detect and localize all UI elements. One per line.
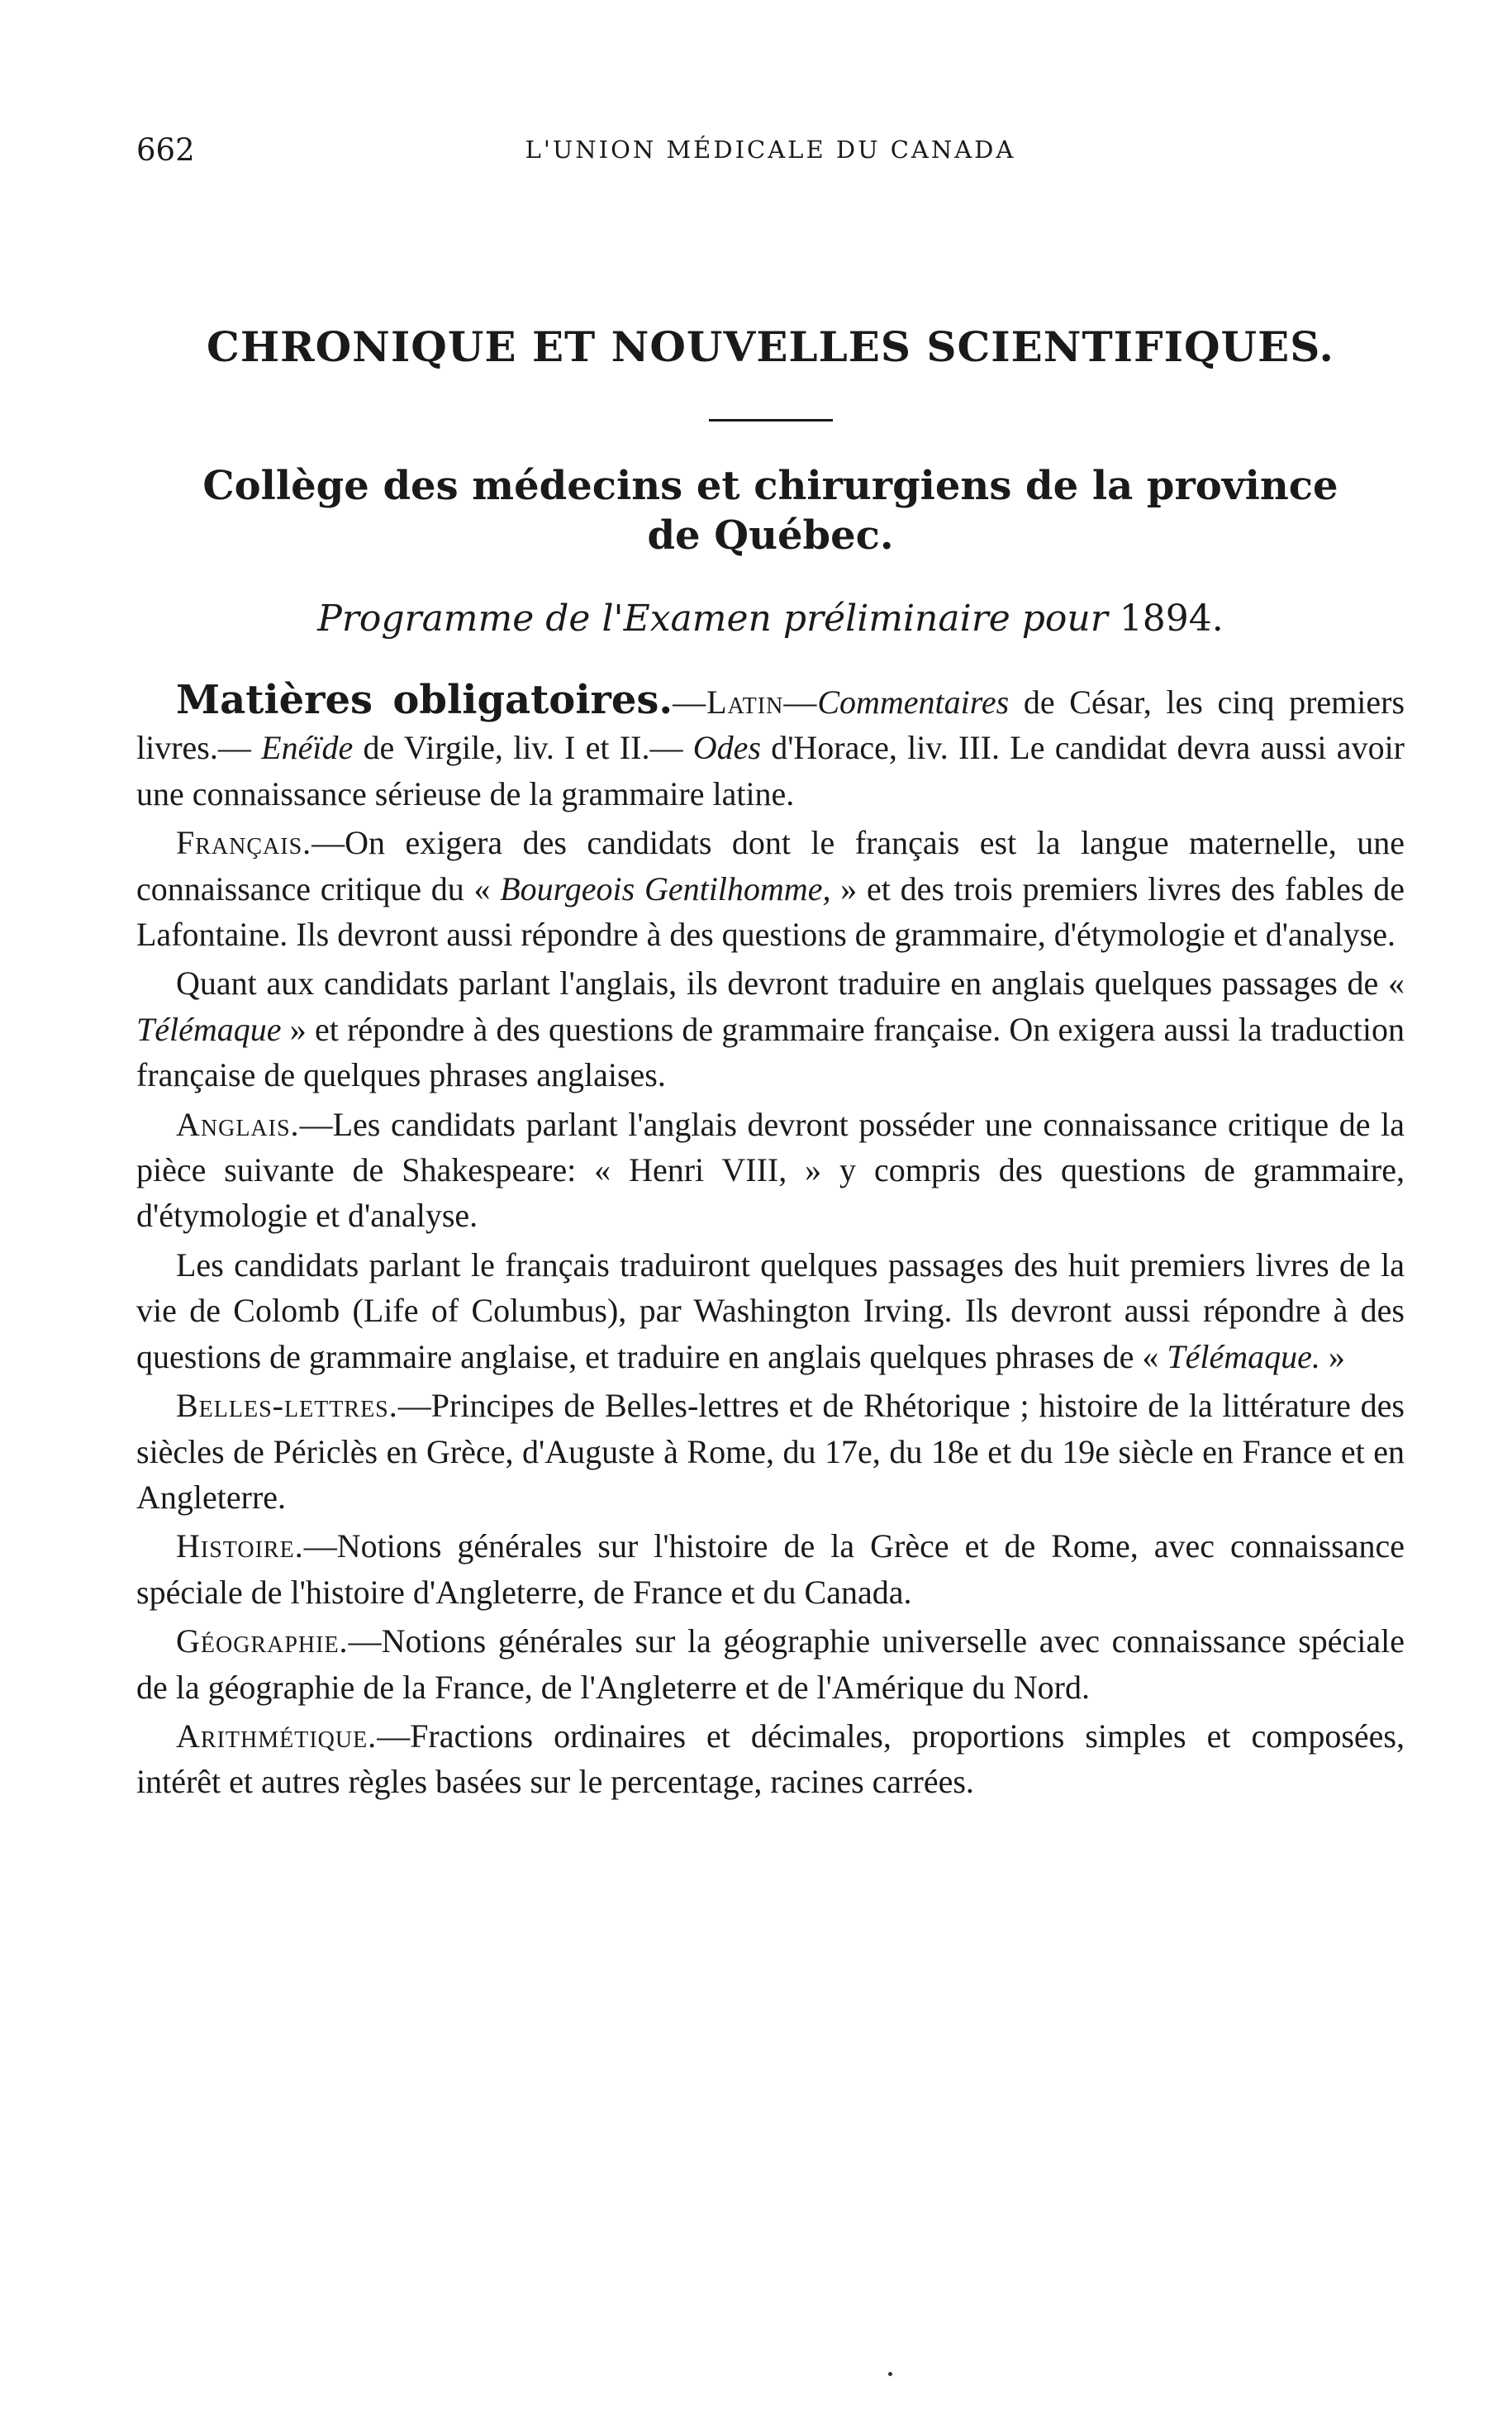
title-rule xyxy=(709,419,833,422)
italic-title: Télémaque. xyxy=(1167,1337,1320,1375)
paragraph-histoire xyxy=(136,1523,1405,1615)
section-title: CHRONIQUE ET NOUVELLES SCIENTIFIQUES. xyxy=(207,322,1334,371)
paragraph-text: » et répondre à des questions de grammaire française. On exigera aussi la traduction française de quelques phrases anglaises. xyxy=(136,1010,1405,1094)
footer-dot xyxy=(888,2372,892,2376)
paragraph-arithmetique xyxy=(136,1713,1405,1805)
italic-title: Enéïde xyxy=(261,729,354,767)
paragraph-text: —Fractions ordinaires et décimales, proportions simples et composées, intérêt et autres règles basées sur le percentage, racines carrées. xyxy=(136,1717,1405,1801)
journal-title: L'UNION MÉDICALE DU CANADA xyxy=(525,136,1016,164)
paragraph-quant xyxy=(136,960,1405,1098)
paragraph-text: —On exigera des candidats dont le français est la langue maternelle, une connaissance critique du « xyxy=(136,824,1405,907)
article-body xyxy=(136,678,1405,1805)
paragraph-label: Anglais. xyxy=(176,1105,300,1143)
italic-title: Bourgeois Gentilhomme, xyxy=(500,869,831,907)
program-line xyxy=(136,598,1405,640)
italic-title: Odes xyxy=(692,729,761,767)
paragraph-text: —Notions générales sur la géographie universelle avec connaissance spéciale de la géographie de la France, de l'Angleterre et de l'Amérique du Nord. xyxy=(136,1622,1405,1706)
page-number: 662 xyxy=(136,132,195,168)
italic-title: Télémaque xyxy=(136,1010,282,1048)
paragraph-text: Les candidats parlant le français traduiront quelques passages des huit premiers livres de la vie de Colomb (Life of Columbus), par Washington Irving. Ils devront aussi répondre à des questions de grammaire anglaise, et traduire en anglais quelques phrases de « xyxy=(136,1245,1405,1375)
paragraph-text: de Virgile, liv. I et II.— xyxy=(353,729,693,767)
paragraph-text: » xyxy=(1319,1337,1345,1375)
paragraph-label: Matières obligatoires. xyxy=(176,677,673,723)
paragraph-matieres xyxy=(136,678,1405,817)
paragraph-text: —Notions générales sur l'histoire de la Grèce et de Rome, avec connaissance spéciale de l'histoire d'Angleterre, de France et du Canada. xyxy=(136,1527,1405,1611)
paragraph-label: Français. xyxy=(176,824,312,862)
paragraph-anglais xyxy=(136,1102,1405,1239)
paragraph-label: Arithmétique. xyxy=(176,1717,378,1755)
paragraph-label: Histoire. xyxy=(176,1527,304,1565)
paragraph-label: Belles-lettres. xyxy=(176,1387,398,1425)
paragraph-belles-lettres xyxy=(136,1383,1405,1520)
paragraph-text: d'Horace, liv. III. Le candidat devra aussi avoir une connaissance sérieuse de la grammaire latine. xyxy=(136,729,1405,812)
running-header xyxy=(136,132,1405,182)
italic-title: Commentaires xyxy=(817,683,1010,721)
paragraph-text: » et des trois premiers livres des fables de Lafontaine. Ils devront aussi répondre à des questions de grammaire, d'étymologie et d'analyse. xyxy=(136,869,1405,954)
program-text: Programme de l'Examen préliminaire pour xyxy=(317,598,1108,640)
paragraph-text: de César, les cinq premiers livres.— xyxy=(136,683,1405,767)
paragraph-text: —Les candidats parlant l'anglais devront posséder une connaissance critique de la pièce suivante de Shakespeare: « Henri VIII, » y compris des questions de grammaire, d'étymologie et d'analyse. xyxy=(136,1105,1405,1235)
program-year: 1894. xyxy=(1119,598,1224,640)
paragraph-francais xyxy=(136,820,1405,957)
paragraph-label: Géographie. xyxy=(176,1622,349,1660)
article-subtitle: Collège des médecins et chirurgiens de la province de Québec. xyxy=(202,463,1338,559)
paragraph-geographie xyxy=(136,1618,1405,1710)
subject-label: —Latin— xyxy=(673,683,818,721)
paragraph-text: Quant aux candidats parlant l'anglais, ils devront traduire en anglais quelques passages de « xyxy=(176,964,1405,1003)
paragraph-les-candidats xyxy=(136,1242,1405,1379)
document-page xyxy=(136,132,1405,1808)
paragraph-text: —Principes de Belles-lettres et de Rhétorique ; histoire de la littérature des siècles de Périclès en Grèce, d'Auguste à Rome, du 17e, du 18e et du 19e siècle en France et en Angleterre. xyxy=(136,1387,1405,1516)
